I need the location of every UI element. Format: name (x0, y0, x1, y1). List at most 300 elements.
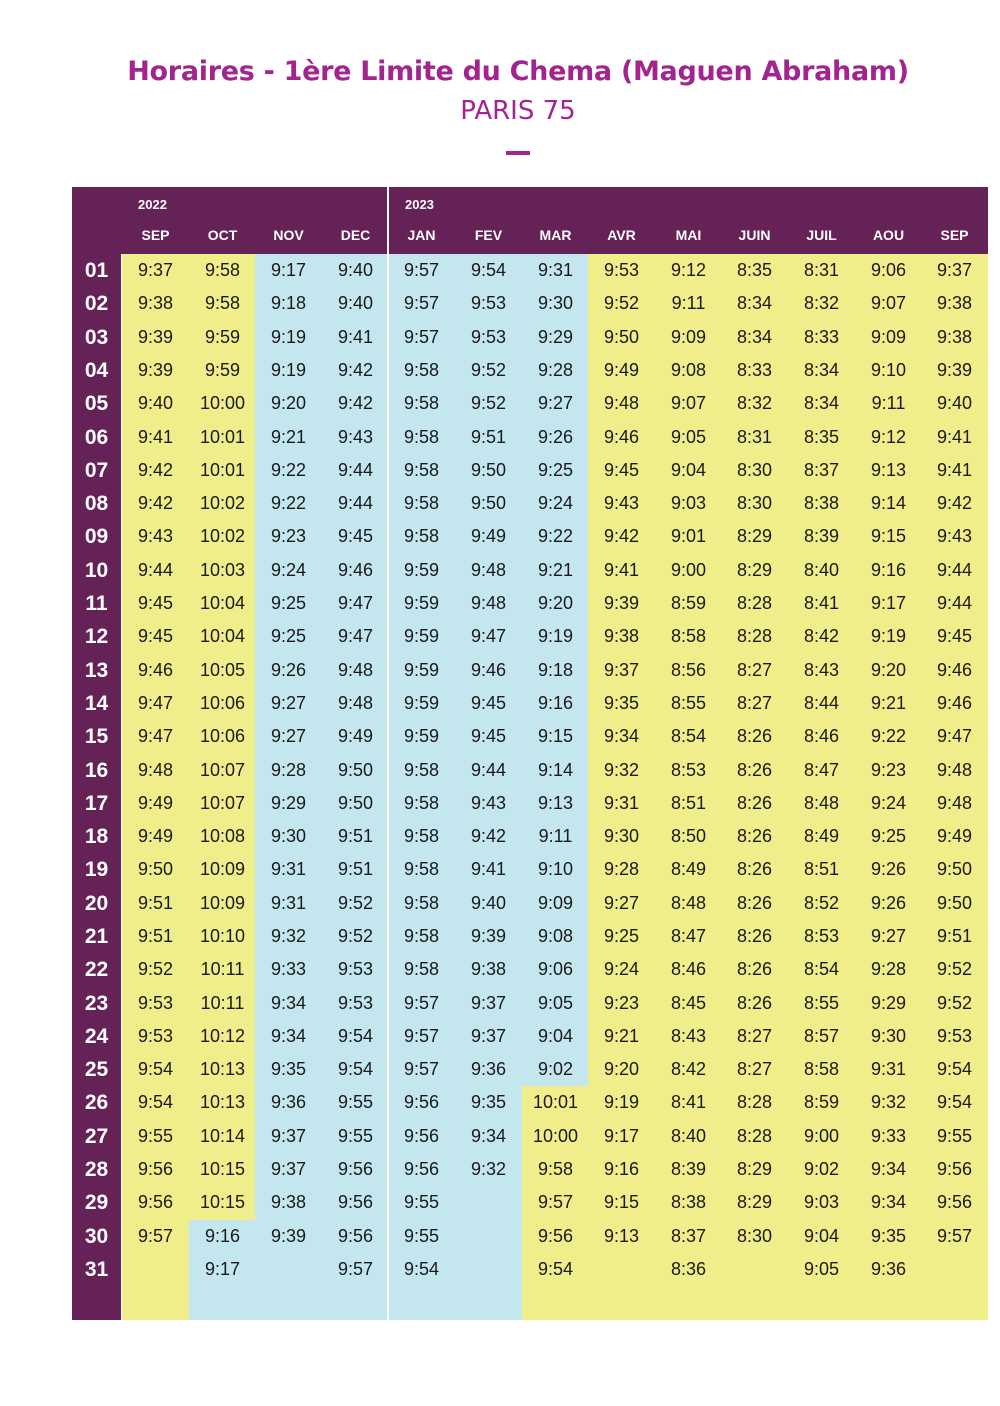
day-label: 31 (84, 1258, 109, 1281)
time-cell: 9:32 (870, 1092, 907, 1112)
time-cell: 9:17 (270, 260, 307, 280)
time-cell: 9:47 (337, 626, 374, 646)
time-cell: 9:34 (270, 1026, 307, 1046)
time-cell: 9:56 (537, 1226, 574, 1246)
time-cell: 9:25 (270, 626, 307, 646)
time-cell: 9:48 (603, 393, 640, 413)
time-cell: 9:14 (870, 493, 907, 513)
time-cell: 9:44 (337, 460, 374, 480)
time-cell: 9:59 (403, 726, 440, 746)
time-cell: 9:11 (671, 293, 706, 313)
month-header-nov-2022: NOV (273, 227, 304, 243)
time-cell: 9:10 (537, 859, 574, 879)
time-cell: 8:27 (736, 693, 773, 713)
time-cell: 9:52 (337, 893, 374, 913)
month-header-fev-2023: FEV (474, 227, 503, 243)
time-cell: 9:54 (337, 1026, 374, 1046)
day-label: 06 (84, 426, 109, 449)
time-cell: 9:06 (870, 260, 907, 280)
time-cell: 8:47 (803, 760, 840, 780)
time-cell: 9:37 (137, 260, 174, 280)
time-cell: 9:09 (670, 327, 707, 347)
time-cell: 8:41 (803, 593, 840, 613)
time-cell: 9:53 (337, 993, 374, 1013)
time-cell: 9:26 (870, 893, 907, 913)
time-cell: 9:41 (137, 427, 174, 447)
time-cell: 9:12 (870, 427, 907, 447)
time-cell: 9:01 (670, 526, 707, 546)
time-cell: 9:44 (337, 493, 374, 513)
time-cell: 9:43 (470, 793, 507, 813)
time-cell: 9:51 (470, 427, 507, 447)
time-cell: 9:58 (204, 260, 241, 280)
time-cell: 9:57 (137, 1226, 174, 1246)
time-cell: 9:37 (270, 1126, 307, 1146)
time-cell: 8:35 (736, 260, 773, 280)
time-cell: 9:32 (603, 760, 640, 780)
time-cell: 9:34 (870, 1159, 907, 1179)
time-cell: 8:28 (736, 1126, 773, 1146)
month-header-avr-2023: AVR (607, 227, 636, 243)
day-label: 19 (84, 858, 109, 881)
time-cell: 9:31 (270, 893, 307, 913)
time-cell: 10:00 (199, 393, 246, 413)
time-cell: 9:57 (403, 327, 440, 347)
time-cell: 9:56 (337, 1159, 374, 1179)
time-cell: 9:35 (603, 693, 640, 713)
time-cell: 9:46 (137, 660, 174, 680)
time-cell: 9:17 (204, 1259, 241, 1279)
day-label: 05 (84, 392, 109, 415)
time-cell: 9:21 (537, 560, 574, 580)
time-cell: 9:56 (936, 1192, 973, 1212)
time-cell: 9:41 (603, 560, 640, 580)
time-cell: 9:59 (204, 360, 241, 380)
time-cell: 9:46 (337, 560, 374, 580)
day-label: 14 (84, 692, 109, 715)
month-header-dec-2022: DEC (340, 227, 371, 243)
day-label: 25 (84, 1058, 109, 1081)
time-cell: 8:48 (670, 893, 707, 913)
time-cell: 9:21 (870, 693, 907, 713)
time-cell: 8:26 (736, 793, 773, 813)
time-cell: 9:53 (603, 260, 640, 280)
time-cell: 8:32 (803, 293, 840, 313)
time-cell: 9:39 (603, 593, 640, 613)
time-cell: 9:39 (137, 327, 174, 347)
time-cell: 9:53 (470, 327, 507, 347)
time-cell: 9:13 (870, 460, 907, 480)
day-label: 07 (84, 459, 109, 482)
time-cell: 8:28 (736, 1092, 773, 1112)
time-cell: 9:58 (403, 926, 440, 946)
time-cell: 9:40 (137, 393, 174, 413)
day-label: 29 (84, 1191, 109, 1214)
time-cell: 8:55 (803, 993, 840, 1013)
time-cell: 9:15 (603, 1192, 640, 1212)
time-cell: 9:35 (470, 1092, 507, 1112)
time-cell: 9:52 (936, 993, 973, 1013)
time-cell: 9:58 (403, 760, 440, 780)
time-cell: 9:34 (603, 726, 640, 746)
time-cell: 8:41 (670, 1092, 707, 1112)
time-cell: 9:23 (603, 993, 640, 1013)
time-cell: 9:38 (603, 626, 640, 646)
time-cell: 9:09 (870, 327, 907, 347)
time-cell: 9:00 (803, 1126, 840, 1146)
time-cell: 9:52 (337, 926, 374, 946)
time-cell: 9:38 (936, 327, 973, 347)
time-cell: 9:48 (936, 793, 973, 813)
day-label: 28 (84, 1158, 109, 1181)
day-label: 17 (84, 792, 109, 815)
time-cell: 9:58 (403, 360, 440, 380)
time-cell: 9:48 (337, 693, 374, 713)
month-header-sep-2022: SEP (141, 227, 170, 243)
time-cell: 9:19 (270, 360, 307, 380)
time-cell: 9:48 (936, 760, 973, 780)
time-cell: 8:29 (736, 526, 773, 546)
time-cell: 9:49 (936, 826, 973, 846)
time-cell: 8:38 (670, 1192, 707, 1212)
time-cell: 9:14 (537, 760, 574, 780)
time-cell: 8:36 (670, 1259, 707, 1279)
time-cell: 10:10 (199, 926, 246, 946)
time-cell: 10:08 (199, 826, 246, 846)
time-cell: 10:05 (199, 660, 246, 680)
time-cell: 9:19 (270, 327, 307, 347)
time-cell: 9:46 (936, 660, 973, 680)
month-header-juin-2023: JUIN (738, 227, 771, 243)
time-cell: 9:57 (403, 1059, 440, 1079)
time-cell: 9:52 (137, 959, 174, 979)
time-cell: 8:50 (670, 826, 707, 846)
time-cell: 10:00 (532, 1126, 579, 1146)
time-cell: 8:58 (803, 1059, 840, 1079)
time-cell: 9:38 (470, 959, 507, 979)
time-cell: 10:03 (199, 560, 246, 580)
day-label: 09 (84, 525, 109, 548)
time-cell: 8:51 (803, 859, 840, 879)
day-label: 15 (84, 725, 109, 748)
time-cell: 9:53 (470, 293, 507, 313)
title-divider (506, 151, 530, 155)
day-label: 21 (84, 925, 109, 948)
day-label: 08 (84, 492, 109, 515)
time-cell: 9:22 (270, 493, 307, 513)
time-cell: 9:22 (537, 526, 574, 546)
time-cell: 9:54 (936, 1092, 973, 1112)
time-cell: 9:48 (337, 660, 374, 680)
time-cell: 8:42 (670, 1059, 707, 1079)
time-cell: 9:38 (270, 1192, 307, 1212)
time-cell: 9:26 (270, 660, 307, 680)
time-cell: 9:41 (936, 460, 973, 480)
time-cell: 8:42 (803, 626, 840, 646)
time-cell: 8:37 (803, 460, 840, 480)
time-cell: 9:56 (337, 1226, 374, 1246)
time-cell: 9:49 (470, 526, 507, 546)
time-cell: 9:45 (936, 626, 973, 646)
time-cell: 9:54 (470, 260, 507, 280)
time-cell: 9:25 (537, 460, 574, 480)
time-cell: 9:56 (403, 1092, 440, 1112)
time-cell: 8:34 (803, 393, 840, 413)
time-cell: 8:44 (803, 693, 840, 713)
time-cell: 9:26 (537, 427, 574, 447)
time-cell: 8:40 (803, 560, 840, 580)
time-cell: 10:09 (199, 859, 246, 879)
time-cell: 8:35 (803, 427, 840, 447)
time-cell: 9:39 (470, 926, 507, 946)
time-cell: 9:43 (137, 526, 174, 546)
time-cell: 9:16 (537, 693, 574, 713)
time-cell: 9:56 (403, 1159, 440, 1179)
time-cell: 10:01 (199, 427, 246, 447)
time-cell: 9:48 (470, 593, 507, 613)
year-label-2023: 2023 (405, 197, 434, 212)
time-cell: 9:57 (403, 1026, 440, 1046)
time-cell: 9:07 (670, 393, 707, 413)
month-header-oct-2022: OCT (207, 227, 238, 243)
time-cell: 9:40 (470, 893, 507, 913)
time-cell: 8:40 (670, 1126, 707, 1146)
time-cell: 9:38 (936, 293, 973, 313)
day-label: 27 (84, 1125, 109, 1148)
time-cell: 9:42 (936, 493, 973, 513)
time-cell: 9:08 (537, 926, 574, 946)
time-cell: 9:36 (870, 1259, 907, 1279)
time-cell: 9:36 (270, 1092, 307, 1112)
time-cell: 10:14 (199, 1126, 246, 1146)
time-cell: 9:58 (403, 493, 440, 513)
time-cell: 9:46 (603, 427, 640, 447)
time-cell: 8:27 (736, 1026, 773, 1046)
time-cell: 8:26 (736, 859, 773, 879)
time-cell: 9:45 (137, 626, 174, 646)
time-cell: 9:28 (870, 959, 907, 979)
time-cell: 9:25 (270, 593, 307, 613)
time-cell: 8:59 (803, 1092, 840, 1112)
time-cell: 8:26 (736, 893, 773, 913)
time-cell: 10:13 (199, 1059, 246, 1079)
time-cell: 9:46 (936, 693, 973, 713)
time-cell: 9:30 (603, 826, 640, 846)
time-cell: 8:30 (736, 460, 773, 480)
time-cell: 8:30 (736, 493, 773, 513)
time-cell: 8:31 (803, 260, 840, 280)
time-cell: 9:16 (870, 560, 907, 580)
time-cell: 8:38 (803, 493, 840, 513)
time-cell: 9:33 (870, 1126, 907, 1146)
time-cell: 9:42 (337, 360, 374, 380)
time-cell: 9:00 (670, 560, 707, 580)
time-cell: 9:35 (870, 1226, 907, 1246)
month-header-mar-2023: MAR (539, 227, 572, 243)
time-cell: 8:54 (803, 959, 840, 979)
time-cell: 9:02 (537, 1059, 574, 1079)
time-cell: 9:40 (337, 293, 374, 313)
time-cell: 9:23 (270, 526, 307, 546)
time-cell: 9:31 (870, 1059, 907, 1079)
time-cell: 9:45 (337, 526, 374, 546)
time-cell: 9:33 (270, 959, 307, 979)
time-cell: 9:57 (403, 293, 440, 313)
time-cell: 9:09 (537, 893, 574, 913)
time-cell: 10:01 (199, 460, 246, 480)
time-cell: 9:42 (603, 526, 640, 546)
time-cell: 9:19 (870, 626, 907, 646)
day-label: 03 (84, 326, 109, 349)
time-cell: 9:45 (470, 726, 507, 746)
time-cell: 9:20 (270, 393, 307, 413)
time-cell: 9:50 (337, 793, 374, 813)
time-cell: 9:56 (936, 1159, 973, 1179)
time-cell: 10:15 (199, 1159, 246, 1179)
time-cell: 8:27 (736, 1059, 773, 1079)
time-cell: 9:16 (204, 1226, 241, 1246)
time-cell: 9:24 (537, 493, 574, 513)
time-cell: 8:34 (736, 327, 773, 347)
time-cell: 9:13 (537, 793, 574, 813)
time-cell: 9:39 (137, 360, 174, 380)
time-cell: 8:47 (670, 926, 707, 946)
time-cell: 9:55 (403, 1226, 440, 1246)
time-cell: 9:53 (137, 993, 174, 1013)
time-cell: 9:57 (403, 260, 440, 280)
time-cell: 9:34 (470, 1126, 507, 1146)
time-cell: 9:58 (403, 460, 440, 480)
time-cell: 9:37 (270, 1159, 307, 1179)
time-cell: 9:50 (936, 859, 973, 879)
time-cell: 9:27 (870, 926, 907, 946)
time-cell: 9:55 (337, 1126, 374, 1146)
time-cell: 9:56 (403, 1126, 440, 1146)
time-cell: 10:04 (199, 593, 246, 613)
time-cell: 9:37 (470, 1026, 507, 1046)
time-cell: 8:46 (670, 959, 707, 979)
day-label: 10 (84, 559, 109, 582)
time-cell: 8:28 (736, 626, 773, 646)
schedule-table (72, 187, 988, 1320)
time-cell: 9:13 (603, 1226, 640, 1246)
time-cell: 10:06 (199, 693, 246, 713)
time-cell: 9:45 (603, 460, 640, 480)
time-cell: 9:18 (270, 293, 307, 313)
time-cell: 9:54 (537, 1259, 574, 1279)
time-cell: 9:47 (337, 593, 374, 613)
time-cell: 8:48 (803, 793, 840, 813)
time-cell: 9:20 (870, 660, 907, 680)
time-cell: 9:37 (603, 660, 640, 680)
time-cell: 9:31 (537, 260, 574, 280)
year-label-2022: 2022 (138, 197, 167, 212)
time-cell: 9:59 (403, 593, 440, 613)
time-cell: 10:01 (532, 1092, 579, 1112)
time-cell: 10:02 (199, 526, 246, 546)
time-cell: 9:59 (403, 660, 440, 680)
time-cell: 9:49 (337, 726, 374, 746)
time-cell: 9:50 (936, 893, 973, 913)
time-cell: 9:52 (470, 393, 507, 413)
time-cell: 9:29 (270, 793, 307, 813)
time-cell: 9:52 (936, 959, 973, 979)
time-cell: 9:58 (204, 293, 241, 313)
time-cell: 9:47 (137, 693, 174, 713)
time-cell: 9:59 (204, 327, 241, 347)
day-label: 22 (84, 958, 109, 981)
time-cell: 9:44 (470, 760, 507, 780)
time-cell: 10:12 (199, 1026, 246, 1046)
time-cell: 9:38 (137, 293, 174, 313)
time-cell: 8:34 (803, 360, 840, 380)
time-cell: 9:04 (537, 1026, 574, 1046)
time-cell: 9:51 (137, 926, 174, 946)
month-header-aou-2023: AOU (872, 227, 905, 243)
time-cell: 9:55 (137, 1126, 174, 1146)
time-cell: 9:16 (603, 1159, 640, 1179)
time-cell: 9:56 (337, 1192, 374, 1212)
day-label: 04 (84, 359, 109, 382)
time-cell: 9:57 (403, 993, 440, 1013)
day-label: 26 (84, 1091, 109, 1114)
time-cell: 8:53 (670, 760, 707, 780)
time-cell: 9:19 (537, 626, 574, 646)
time-cell: 9:05 (537, 993, 574, 1013)
day-label: 11 (85, 592, 108, 615)
time-cell: 9:25 (603, 926, 640, 946)
time-cell: 9:32 (270, 926, 307, 946)
time-cell: 10:04 (199, 626, 246, 646)
time-cell: 10:13 (199, 1092, 246, 1112)
time-cell: 9:26 (870, 859, 907, 879)
time-cell: 9:31 (270, 859, 307, 879)
time-cell: 9:54 (403, 1259, 440, 1279)
time-cell: 9:50 (603, 327, 640, 347)
time-cell: 9:48 (137, 760, 174, 780)
time-cell: 9:27 (603, 893, 640, 913)
time-cell: 8:51 (670, 793, 707, 813)
time-cell: 8:43 (670, 1026, 707, 1046)
page-subtitle: PARIS 75 (460, 96, 576, 126)
time-cell: 10:11 (200, 959, 245, 979)
time-cell: 9:52 (470, 360, 507, 380)
time-cell: 8:59 (670, 593, 707, 613)
time-cell: 8:43 (803, 660, 840, 680)
time-cell: 8:26 (736, 959, 773, 979)
time-cell: 8:57 (803, 1026, 840, 1046)
time-cell: 9:58 (403, 393, 440, 413)
time-cell: 9:21 (270, 427, 307, 447)
time-cell: 9:27 (270, 693, 307, 713)
time-cell: 8:31 (736, 427, 773, 447)
time-cell: 9:58 (403, 793, 440, 813)
time-cell: 9:47 (470, 626, 507, 646)
day-label: 30 (84, 1225, 109, 1248)
time-cell: 9:05 (670, 427, 707, 447)
time-cell: 9:49 (603, 360, 640, 380)
time-cell: 8:52 (803, 893, 840, 913)
time-cell: 9:48 (470, 560, 507, 580)
time-cell: 9:44 (936, 560, 973, 580)
time-cell: 8:37 (670, 1226, 707, 1246)
time-cell: 9:11 (538, 826, 573, 846)
time-cell: 9:15 (870, 526, 907, 546)
time-cell: 9:42 (337, 393, 374, 413)
time-cell: 9:20 (603, 1059, 640, 1079)
time-cell: 9:34 (270, 993, 307, 1013)
time-cell: 8:27 (736, 660, 773, 680)
